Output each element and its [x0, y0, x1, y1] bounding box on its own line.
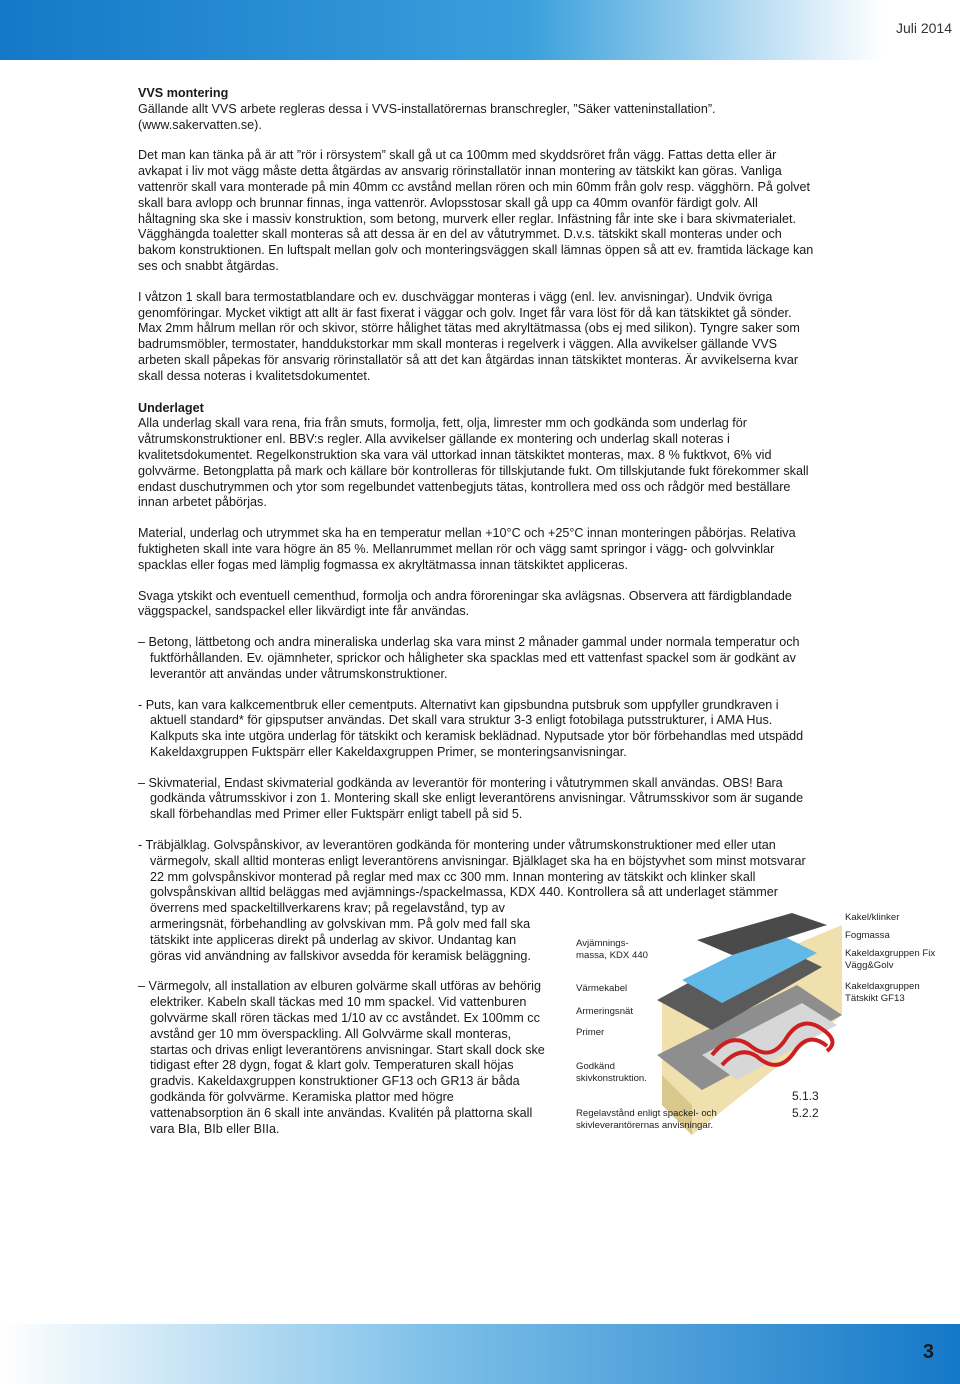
label-varmekabel: Värmekabel — [576, 983, 628, 994]
header-date: Juli 2014 — [895, 20, 952, 36]
vvs-paragraph-1: Det man kan tänka på är att ”rör i rörsystem” skall gå ut ca 100mm med skyddsröret från vägg. Fattas detta eller är avkapat i liv mot vägg måste detta åtgärdas av ansvarig rörinstallatör innan montering av tätskikt kan göras. Vanliga vattenrör skall vara monterade på min 40mm cc avstånd mellan rören och min 60mm från golv resp. vägghörn. På golvet skall bara avlopp och brunnar finnas, inga vattenrör. Avlopsstosar skall gå upp ca 40mm ovanför färdigt golv. All håltagning ska ske i massiv konstruktion, som betong, murverk eller reglar. Infästning får inte ske i bara skivmaterialet. Vägghängda toaletter skall monteras så att dessa är en del av våtutrymmet. D.v.s. tätskikt skall monteras under och bakom konstruktionen. En luftspalt mellan golv och monteringsväggen skall lämnas öppen så att ev. framtida läckage kan ses och snabbt åtgärdas. — [138, 148, 814, 273]
label-primer: Primer — [576, 1027, 605, 1038]
section-title-vvs: VVS montering — [138, 86, 229, 100]
vvs-intro: Gällande allt VVS arbete regleras dessa i VVS-installatörernas branschregler, ”Säker vatteninstallation”. (www.sakervatten.se). — [138, 101, 716, 132]
underlag-bullet-trabjalklag: - Träbjälklag. Golvspånskivor, av leverantören godkända för montering under våtrumskonstruktioner med eller utan värmegolv, skall alltid monteras enligt leverantörens anvisningar. Bjälklaget ska ha en böjstyvhet som minst motsvarar 22 mm golvspånskivor monterad på reglar med max cc 300 mm. Innan montering av tätskikt och klinker skall golvspånskivan alltid beläggas med avjämnings-/spackelmassa, KDX 440. Kontrollera så att underlaget stämmer överrens med spackeltillverkarens krav; på regelavstånd, typ av armeringsnät, förbehandling av golvskivan mm. På golv med fall ska tätskikt inte appliceras direkt på underlag av skivor. Undantag kan göras vid användning av fallskivor avsedda för keramisk beläggning. — [138, 838, 806, 963]
underlag-paragraph-2: Material, underlag och utrymmet ska ha en temperatur mellan +10°C och +25°C innan monteringen påbörjas. Relativa fuktigheten skall inte vara högre än 85 %. Mellanrummet mellan rör och vägg samt springor i vägg- och golvvinklar spacklas eller fogas med lämplig fogmassa ex akryltätmassa innan tätskiktet appliceras. — [138, 526, 796, 572]
underlag-paragraph-1: Alla underlag skall vara rena, fria från smuts, formolja, fett, olja, limrester mm och godkända som underlag för våtrumskonstruktioner enl. BBV:s regler. Alla avvikelser gällande ex montering och underlag skall noteras i kvalitetsdokumentet. Regelkonstruktion ska vara väl uttorkad innan tätskiktet monteras, max. 8 % fuktkvot, 6% vid golvvärme. Betongplatta på mark och källare bör kontrolleras för tillskjutande fukt. Om tillskjutande fukt förekommer skall endast duschutrymmen och ytor som regelbundet vattenbegjuts tätas, kontrollera med oss och rådgör med beställare innan arbetet påbörjas. — [138, 416, 809, 510]
label-avjamning: Avjämnings- massa, KDX 440 — [576, 938, 648, 961]
vvs-paragraph-2: I våtzon 1 skall bara termostatblandare och ev. duschväggar monteras i vägg (enl. lev. anvisningar). Undvik övriga genomföringar. Mycket viktigt att allt är fast fixerat i väggar och golv. Inget får vara löst för då kan tätskiktet gå sönder. Max 2mm hålrum mellan rör och skivor, större hålighet tätas med akryltätmassa (obs ej med silikon). Tyngre saker som badrumsmöbler, termostater, handdukstorkar mm skall monteras i regelverk i väggen. Alla avvikelser gällande VVS arbeten skall påpekas för ansvarig rörinstallatör så att det kan åtgärdas innan tätskiktet monteras. Är avvikelserna kvar skall dessa noteras i kvalitetsdokumentet. — [138, 289, 800, 383]
page-number: 3 — [922, 1341, 934, 1363]
label-armeringsnat: Armeringsnät — [576, 1006, 634, 1017]
underlag-bullet-varmegolv: – Värmegolv, all installation av elburen golvärme skall utföras av behörig elektriker. Kabeln skall täckas med 10 mm spackel. Vid vattenburen golvvärme skall rören täckas med 1/10 av cc avståndet. Ex 100mm cc avstånd ger 10 mm överspackling. All Golvvärme skall monteras, startas och drivas enligt leverantörens anvisningar. Start skall dock ske tidigast efter 28 dygn, fogat & klart golv. Temperaturen skall höjas gradvis. Kakeldaxgruppen konstruktioner GF13 och GR13 är båda godkända för golvvärme. Keramiska plattor med högre vattenabsorption än 6 skall inte användas. Kvalitén på plattorna skall vara BIa, BIb eller BIIa. — [138, 979, 545, 1136]
reference-number-1: 5.1.3 — [792, 1089, 819, 1103]
underlag-bullet-puts: - Puts, kan vara kalkcementbruk eller cementputs. Alternativt kan gipsbundna putsbruk som uppfyller grundkraven i aktuell standard* för gipsputser användas. Det skall vara struktur 3-3 enligt fotobilaga putsstrukturer, i AMA Hus. Kalkputs ska inte utgöra underlag för tätskikt och keramisk beklädnad. Nyputsade ytor bör förbehandlas med utspädd Kakeldaxgruppen Fuktspärr eller Kakeldaxgruppen Primer, se monteringsanvisningar. — [138, 697, 804, 759]
section-title-underlag: Underlaget — [138, 400, 204, 415]
reference-number-2: 5.2.2 — [792, 1106, 819, 1120]
label-fogmassa: Fogmassa — [845, 930, 890, 941]
footer-bar — [0, 1324, 960, 1384]
label-regelavstand: Regelavstånd enligt spackel- och skivleverantörernas anvisningar. — [576, 1108, 717, 1131]
label-godkand-skivkonstruktion: Godkänd skivkonstruktion. — [576, 1061, 647, 1084]
underlag-paragraph-3: Svaga ytskikt och eventuell cementhud, formolja och andra föroreningar ska avlägsnas. Observera att färdigblandade väggspackel, sandspackel eller likvärdigt inte får användas. — [138, 588, 792, 619]
label-kakeldax-fix: Kakeldaxgruppen Fix Vägg&Golv — [845, 948, 936, 971]
label-kakel-klinker: Kakel/klinker — [845, 912, 900, 923]
label-kakeldax-tatskikt: Kakeldaxgruppen Tätskikt GF13 — [845, 981, 920, 1004]
underlag-bullet-betong: – Betong, lättbetong och andra mineraliska underlag ska vara minst 2 månader gammal under normala temperatur och fuktförhållanden. Ev. ojämnheter, sprickor och håligheter ska spacklas med ett vattenfast spackel som är godkänt av leverantör att användas under våtrumskonstruktioner. — [138, 635, 800, 681]
underlag-bullet-skivmaterial: – Skivmaterial, Endast skivmaterial godkända av leverantör för montering i våtutrymmen skall användas. OBS! Bara godkända våtrumsskivor i zon 1. Montering skall ske enligt leverantörens anvisningar. Våtrumsskivor som är sugande skall förbehandlas med Primer eller Fuktspärr enligt tabell på sid 5. — [138, 775, 804, 822]
header-bar — [0, 0, 960, 60]
